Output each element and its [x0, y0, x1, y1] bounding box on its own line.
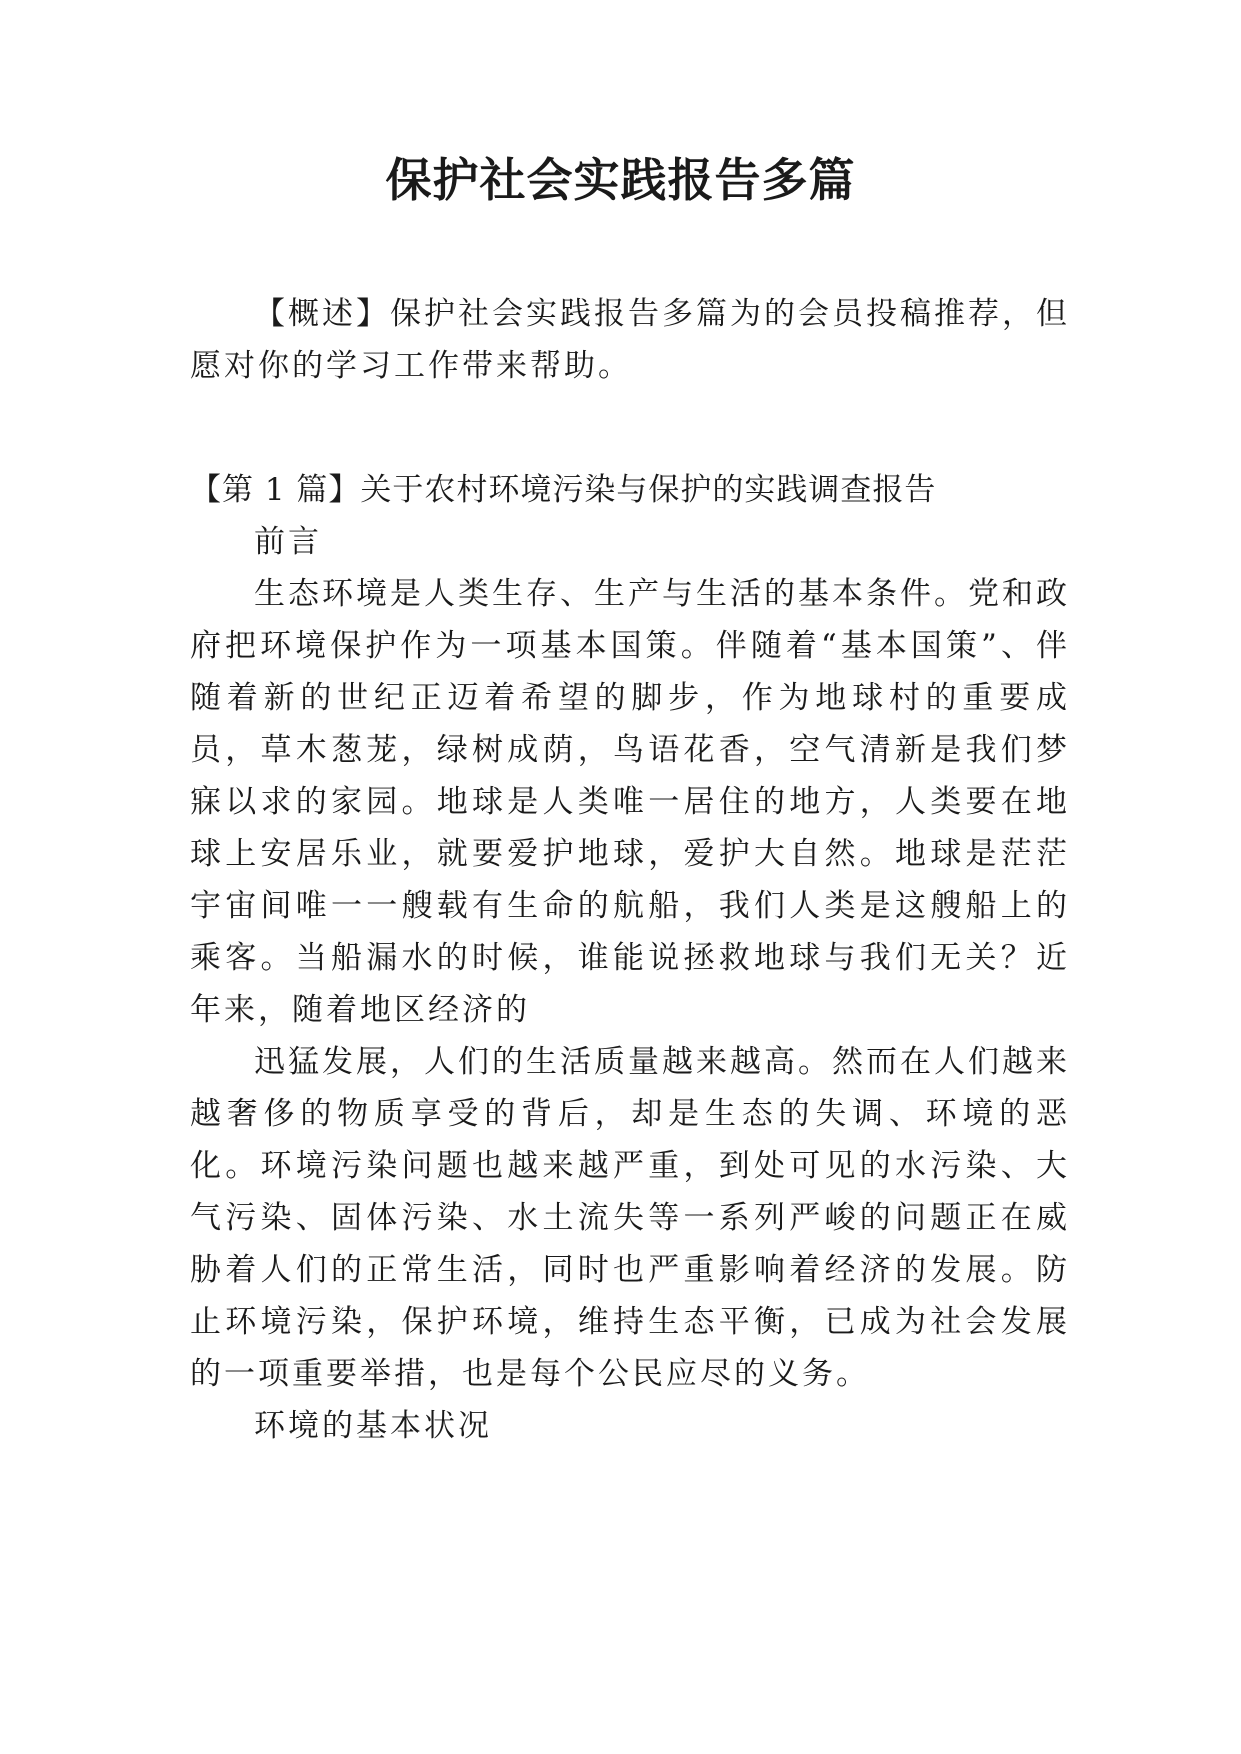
article-body [190, 464, 1070, 1452]
section-heading-preface: 前言 [254, 524, 322, 560]
paragraph-development: 迅猛发展，人们的生活质量越来越高。然而在人们越来越奢侈的物质享受的背后，却是生态的失调、环境的恶化。环境污染问题也越来越严重，到处可见的水污染、大气污染、固体污染、水土流失等一系列严峻的问题正在威胁着人们的正常生活，同时也严重影响着经济的发展。防止环境污染，保护环境，维持生态平衡，已成为社会发展的一项重要举措，也是每个公民应尽的义务。 [190, 1044, 1070, 1392]
article-heading: 【第 1 篇】关于农村环境污染与保护的实践调查报告 [190, 472, 937, 508]
paragraph-intro: 生态环境是人类生存、生产与生活的基本条件。党和政府把环境保护作为一项基本国策。伴随着“基本国策”、伴随着新的世纪正迈着希望的脚步，作为地球村的重要成员，草木葱茏，绿树成荫，鸟语花香，空气清新是我们梦寐以求的家园。地球是人类唯一居住的地方，人类要在地球上安居乐业，就要爱护地球，爱护大自然。地球是茫茫宇宙间唯一一艘载有生命的航船，我们人类是这艘船上的乘客。当船漏水的时候，谁能说拯救地球与我们无关？近年来，随着地区经济的 [190, 576, 1070, 1028]
document-title: 保护社会实践报告多篇 [385, 153, 856, 207]
section-heading-basic-status: 环境的基本状况 [254, 1408, 492, 1444]
summary-block [190, 288, 1070, 392]
summary-paragraph: 【概述】保护社会实践报告多篇为的会员投稿推荐，但愿对你的学习工作带来帮助。 [190, 296, 1070, 384]
